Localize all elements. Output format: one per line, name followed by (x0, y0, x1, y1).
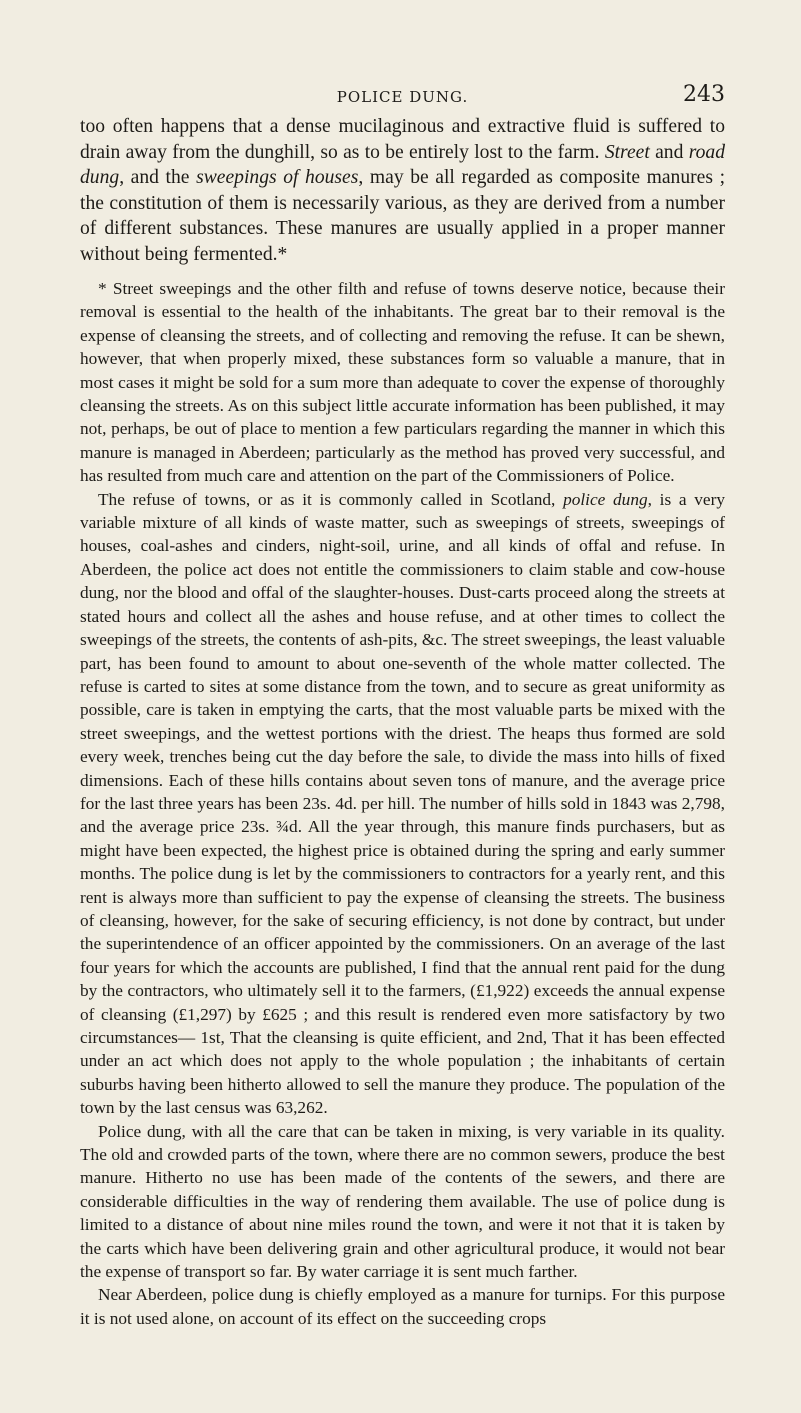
main-paragraph (80, 114, 725, 267)
italic-term: sweepings of houses (196, 167, 359, 188)
page-header (80, 78, 725, 114)
footnote-paragraph-3: Police dung, with all the care that can be taken in mixing, is very variable in its quality. The old and crowded parts of the town, where there are no common sewers, produce the best manure. Hitherto no use has been made of the contents of the sewers, and there are considerable difficulties in the way of rendering them available. The use of police dung is limited to a distance of about nine miles round the town, and were it not that it is taken by the carts which have been delivering grain and other agricultural produce, it would not bear the expense of transport so far. By water carriage it is sent much farther. (80, 1121, 725, 1282)
footnote-text-segment: , is a very variable mixture of all kinds of waste matter, such as sweepings of streets, sweepings of houses, coal-ashes and cinders, night-soil, urine, and all kinds of offal and refuse. In Aberdeen, the police act does not entitle the commissioners to claim stable and cow-house dung, nor the blood and offal of the slaughter-houses. Dust-carts proceed along the streets at stated hours and collect all the ashes and house refuse, and at other times to collect the sweepings of the streets, the contents of ash-pits, &c. The street sweepings, the least valuable part, has been found to amount to about one-seventh of the whole matter collected. The refuse is carted to sites at some distance from the town, and to secure as great uniformity as possible, care is taken in emptying the carts, that the most valuable parts be mixed with the street sweepings, and the wettest portions with the driest. The heaps thus formed are sold every week, trenches being cut the day before the sale, to divide the mass into hills of fixed dimensions. Each of these hills contains about seven tons of manure, and the average price for the last three years has been 23s. 4d. per hill. The number of hills sold in 1843 was 2,798, and the average price 23s. ¾d. All the year through, this manure finds purchasers, but as might have been expected, the highest price is obtained during the spring and early summer months. The police dung is let by the commissioners to contractors for a yearly rent, and this rent is always more than sufficient to pay the expense of cleansing the streets. The business of cleansing, however, for the sake of securing efficiency, is not done by contract, but under the superintendence of an officer appointed by the commissioners. On an average of the last four years for which the accounts are published, I find that the annual rent paid for the dung by the contractors, who ultimately sell it to the farmers, (£1,922) exceeds the annual expense of cleansing (£1,297) by £625 ; and this result is rendered even more satisfactory by two circumstances— 1st, That the cleansing is quite efficient, and 2nd, That it has been effected under an act which does not apply to the whole population ; the inhabitants of certain suburbs having been hitherto allowed to sell the manure they produce. The population of the town by the last census was 63,262. (80, 489, 726, 1118)
running-head: POLICE DUNG. (336, 88, 469, 106)
italic-term: police dung (563, 489, 648, 509)
italic-term: Street (604, 141, 650, 163)
footnote-paragraph-2 (80, 488, 725, 1120)
italic-term: road dung (80, 141, 725, 188)
footnote-text-segment: The refuse of towns, or as it is commonly called in Scotland, (98, 489, 564, 509)
page-number: 243 (683, 82, 725, 107)
footnote-paragraph-1: * Street sweepings and the other filth and refuse of towns deserve notice, because their removal is essential to the health of the inhabitants. The great bar to their removal is the expense of cleansing the streets, and of collecting and removing the refuse. It can be shewn, however, that when properly mixed, these substances form so valuable a manure, that in most cases it might be sold for a sum more than adequate to cover the expense of thoroughly cleansing the streets. As on this subject little accurate information has been published, it may not, perhaps, be out of place to mention a few particulars regarding the manner in which this manure is managed in Aberdeen; particularly as the method has proved very successful, and has resulted from much care and attention on the part of the Commissioners of Police. (80, 279, 725, 486)
main-text-segment: too often happens that a dense mucilaginous and extractive fluid is suffered to drain away from the dunghill, so as to be entirely lost to the farm. (80, 116, 725, 163)
main-text-segment: , and the (119, 167, 197, 188)
main-text-segment: , may be all regarded as composite manures ; the constitution of them is necessarily various, as they are derived from a number of different substances. These manures are usually applied in a proper manner without being fermented.* (80, 167, 726, 265)
main-text-segment: and (649, 141, 689, 163)
footnote-paragraph-4: Near Aberdeen, police dung is chiefly employed as a manure for turnips. For this purpose it is not used alone, on account of its effect on the succeeding crops (80, 1285, 725, 1328)
